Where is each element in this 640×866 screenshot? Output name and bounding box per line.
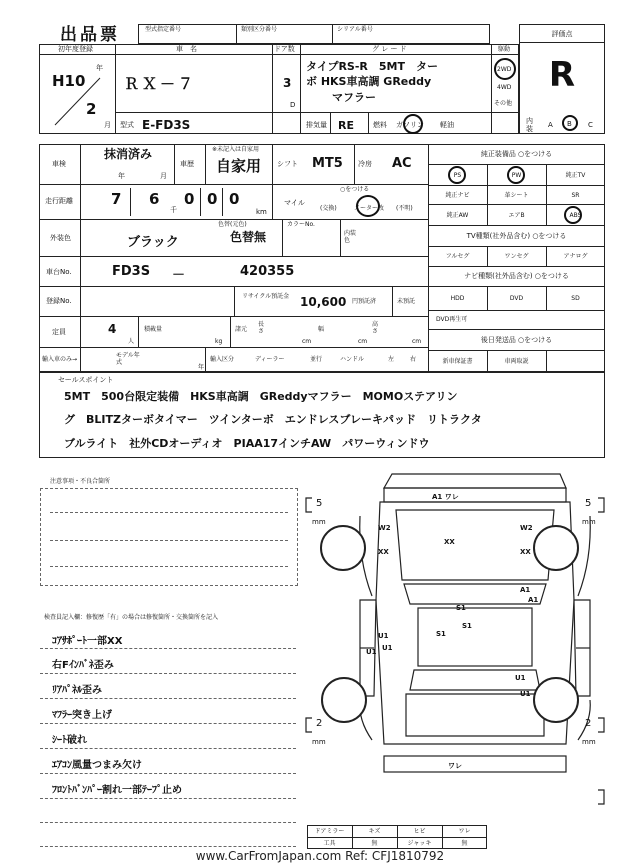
tv-analog: アナログ xyxy=(563,253,588,260)
bt-head-1: ドアミラー xyxy=(314,828,345,835)
car-name: ＲＸ－７ xyxy=(124,75,197,93)
note-item-1: ｺｱｻﾎﾟｰﾄ一部XX xyxy=(52,636,123,647)
tread-fr-mm: mm xyxy=(582,518,596,526)
color-label: 外装色 xyxy=(50,234,71,242)
mark-u1-a: U1 xyxy=(378,632,389,640)
chassis-dash: － xyxy=(172,268,186,283)
mark-xx-right: XX xyxy=(520,548,531,556)
mark-rear-bumper: ワレ xyxy=(448,762,462,770)
equip-ps: PS xyxy=(453,172,462,179)
reg-no-label: 登録No. xyxy=(46,297,72,305)
cooler-label: 冷房 xyxy=(358,160,372,168)
bt-cell-2: 無 xyxy=(371,840,378,847)
mark-a1-side2: A1 xyxy=(528,596,539,604)
shift-label: シフト xyxy=(277,160,298,168)
equip-tv: 純正TV xyxy=(565,172,586,179)
tread-rl: 2 xyxy=(316,718,323,729)
import-parallel: 並行 xyxy=(310,356,323,363)
grade-label: グ レ ー ド xyxy=(372,45,407,53)
model-value: E-FD3S xyxy=(142,118,191,132)
note-item-3: ﾘｱﾊﾟﾈﾙ歪み xyxy=(52,685,102,696)
mileage-km: km xyxy=(256,208,267,216)
bt-head-3: ヒビ xyxy=(413,828,426,835)
doors-suffix: D xyxy=(290,101,296,109)
recycle-label: リサイクル預託金 xyxy=(242,293,290,300)
mark-w2-left: W2 xyxy=(378,524,391,532)
equip-abs: ABS xyxy=(569,212,582,219)
navi-hdd: HDD xyxy=(450,295,465,302)
mark-u1-b: U1 xyxy=(382,644,393,652)
mileage-d2: 6 xyxy=(149,190,160,208)
model-year-label: モデル年式 xyxy=(116,352,140,366)
mark-u1-d: U1 xyxy=(515,674,526,682)
bt-cell-1: 工具 xyxy=(323,840,336,847)
bt-cell-3: ジャッキ xyxy=(407,840,432,847)
height-cm: cm xyxy=(412,338,422,345)
equip-airbag: エアB xyxy=(508,212,525,219)
capacity-value: 4 xyxy=(108,322,117,336)
mark-u1-c: U1 xyxy=(366,648,377,656)
purpose-value: 自家用 xyxy=(216,157,262,175)
tread-rr-mm: mm xyxy=(582,738,596,746)
capacity-label: 定員 xyxy=(52,328,66,336)
mileage-thousand: 千 xyxy=(170,206,177,214)
cooler-value: AC xyxy=(392,156,412,171)
displacement-value: RE xyxy=(338,119,354,132)
insp-month-unit: 月 xyxy=(160,172,167,180)
mile-opt3: (不明) xyxy=(396,205,413,212)
mile-opt2: メーター改 xyxy=(354,205,385,212)
note-item-2: 右Fｲﾝﾊﾞﾈ歪み xyxy=(52,660,114,671)
equipment-title: 純正装備品 ○をつける xyxy=(480,150,553,158)
color-change-value: 色替無 xyxy=(230,230,267,244)
form-title: 出品票 xyxy=(60,25,120,45)
mark-s1-a: S1 xyxy=(456,604,466,612)
interior-a: A xyxy=(548,121,553,129)
mark-u1-e: U1 xyxy=(520,690,531,698)
insp-year-unit: 年 xyxy=(118,172,125,180)
mileage-d5: 0 xyxy=(229,190,240,208)
notes-label: 注意事項・不良合箇所 xyxy=(50,478,111,485)
load-unit: kg xyxy=(215,338,223,345)
len-cm: cm xyxy=(302,338,312,345)
tread-fl: 5 xyxy=(316,498,323,509)
type-no-label: 型式指定番号 xyxy=(145,26,182,33)
sales-points-label: セールスポイント xyxy=(58,376,114,384)
mileage-d1: 7 xyxy=(111,190,122,208)
height-label: 高さ xyxy=(372,321,379,335)
mark-front-bumper: A1 ワレ xyxy=(432,493,459,501)
width-label: 幅 xyxy=(318,326,325,333)
equip-leather: 革シート xyxy=(504,192,529,199)
mileage-label: 走行距離 xyxy=(45,197,73,205)
tread-rl-mm: mm xyxy=(312,738,326,746)
drive-other: その他 xyxy=(494,100,513,107)
equip-aw: 純正AW xyxy=(446,212,469,219)
dims-label: 諸元 xyxy=(235,326,248,333)
first-reg-month: 2 xyxy=(86,100,97,118)
sales-line1: 5MT 500台限定装備 HKS車高調 GReddyマフラー MOMOステアリン xyxy=(64,390,458,403)
navi-type-title: ナビ種類(社外品含む) ○をつける xyxy=(464,272,569,280)
color-no-label: カラーNo. xyxy=(287,221,315,228)
chassis-label: 車台No. xyxy=(46,268,72,276)
chassis-no: 420355 xyxy=(240,264,295,279)
score-label: 評価点 xyxy=(551,30,573,38)
interior-c: C xyxy=(588,121,593,129)
grade-line1: タイプRS-R 5MT ター xyxy=(306,60,438,73)
load-label: 積載量 xyxy=(144,326,163,333)
displacement-label: 排気量 xyxy=(306,121,327,129)
acc-manual: 車両取説 xyxy=(504,358,529,365)
first-reg-label: 初年度登録 xyxy=(58,45,93,53)
interior-b: B xyxy=(567,120,572,128)
color-change-label: 色替(元色) xyxy=(218,221,247,228)
purpose-note: ※未記入は自家用 xyxy=(212,146,260,153)
note-item-5: ｼｰﾄ破れ xyxy=(52,735,87,746)
handle-right: 右 xyxy=(410,356,417,363)
import-dealer: ディーラー xyxy=(255,356,285,363)
note-item-4: ﾏﾌﾗｰ突き上げ xyxy=(52,710,112,721)
fuel-diesel: 軽油 xyxy=(440,121,454,129)
doors-value: 3 xyxy=(283,76,292,90)
watermark: www.CarFromJapan.com Ref: CFJ1810792 xyxy=(195,849,445,863)
capacity-unit: 人 xyxy=(128,338,135,345)
shift-value: MT5 xyxy=(312,156,343,171)
car-name-label: 車 名 xyxy=(176,45,197,53)
drive-4wd: 4WD xyxy=(497,84,512,91)
navi-sd: SD xyxy=(571,295,580,302)
dvd-play: DVD再生可 xyxy=(436,316,468,323)
tv-type-title: TV種類(社外品含む) ○をつける xyxy=(466,232,567,240)
first-reg-year: H10 xyxy=(52,72,86,90)
model-year-unit: 年 xyxy=(198,364,205,371)
mileage-d3: 0 xyxy=(184,190,195,208)
model-label: 型式 xyxy=(120,121,134,129)
bt-head-2: キズ xyxy=(368,828,381,835)
inspection-label: 車検 xyxy=(52,160,66,168)
tv-full-seg: フルセグ xyxy=(445,253,470,260)
drive-2wd: 2WD xyxy=(497,66,512,73)
width-cm: cm xyxy=(358,338,368,345)
doors-label: ドア数 xyxy=(274,45,295,53)
recycle-unpaid: 未預託 xyxy=(397,298,416,305)
mark-a1-side1: A1 xyxy=(520,586,531,594)
grade-line3: マフラー xyxy=(332,91,376,104)
tv-one-seg: ワンセグ xyxy=(504,253,529,260)
equip-navi: 純正ナビ xyxy=(445,192,470,199)
acc-warranty: 新車保証書 xyxy=(442,358,473,365)
navi-dvd: DVD xyxy=(509,295,524,302)
equip-sr: SR xyxy=(571,192,580,199)
color-value: ブラック xyxy=(127,235,179,250)
accessories-title: 後日発送品 ○をつける xyxy=(480,336,553,344)
handle-left: 左 xyxy=(388,356,395,363)
mark-xx-hood: XX xyxy=(444,538,455,546)
bt-head-4: ワレ xyxy=(458,828,471,835)
len-label: 長さ xyxy=(258,321,265,335)
interior-label: 内装 xyxy=(526,117,533,133)
sales-line3: ブルライト 社外CDオーディオ PIAA17インチAW パワーウィンドウ xyxy=(64,437,430,450)
mark-s1-c: S1 xyxy=(436,630,446,638)
tread-fr: 5 xyxy=(585,498,592,509)
score-value: R xyxy=(548,55,576,95)
equip-pw: PW xyxy=(511,172,522,179)
fuel-gasoline: ガソリン xyxy=(396,121,424,129)
serial-label: シリアル番号 xyxy=(337,26,373,33)
note-item-6: ｴｱｺﾝ風量つまみ欠け xyxy=(52,760,142,771)
mark-xx-left: XX xyxy=(378,548,389,556)
note-item-7: ﾌﾛﾝﾄﾊﾞﾝﾊﾟｰ割れ一部ﾃｰﾌﾟ止め xyxy=(52,785,182,796)
sales-line2: グ BLITZターボタイマー ツインターボ エンドレスブレーキパッド リトラクタ xyxy=(64,413,482,426)
fuel-label: 燃料 xyxy=(373,121,387,129)
mileage-d4: 0 xyxy=(207,190,218,208)
handle-label: ハンドル xyxy=(340,356,365,363)
month-unit: 月 xyxy=(104,121,111,129)
circle-note: ○をつける xyxy=(340,186,370,193)
mark-w2-right: W2 xyxy=(520,524,533,532)
purpose-label: 車歴 xyxy=(180,160,194,168)
inspector-label: 検査員記入欄：修復歴「有」の場合は修復箇所・交換箇所を記入 xyxy=(44,614,219,621)
interior-color-label: 内装色 xyxy=(344,230,357,244)
tread-fl-mm: mm xyxy=(312,518,326,526)
mile-opt1: (交換) xyxy=(320,205,337,212)
import-label: 輸入車のみ→ xyxy=(42,356,78,363)
inspection-value: 抹消済み xyxy=(104,147,153,161)
mile-label: マイル xyxy=(284,199,305,207)
bt-cell-4: 無 xyxy=(461,840,468,847)
grade-line2: ボ HKS車高調 GReddy xyxy=(306,75,432,88)
year-unit: 年 xyxy=(96,64,103,72)
tread-rr: 2 xyxy=(585,718,592,729)
class-no-label: 類別区分番号 xyxy=(241,26,278,33)
recycle-amount: 10,600 xyxy=(300,295,347,309)
import-type-label: 輸入区分 xyxy=(210,356,235,363)
chassis-prefix: FD3S xyxy=(112,264,151,279)
drive-label: 駆動 xyxy=(498,46,511,53)
recycle-unit: 円預託済 xyxy=(352,298,377,305)
mark-s1-b: S1 xyxy=(462,622,472,630)
